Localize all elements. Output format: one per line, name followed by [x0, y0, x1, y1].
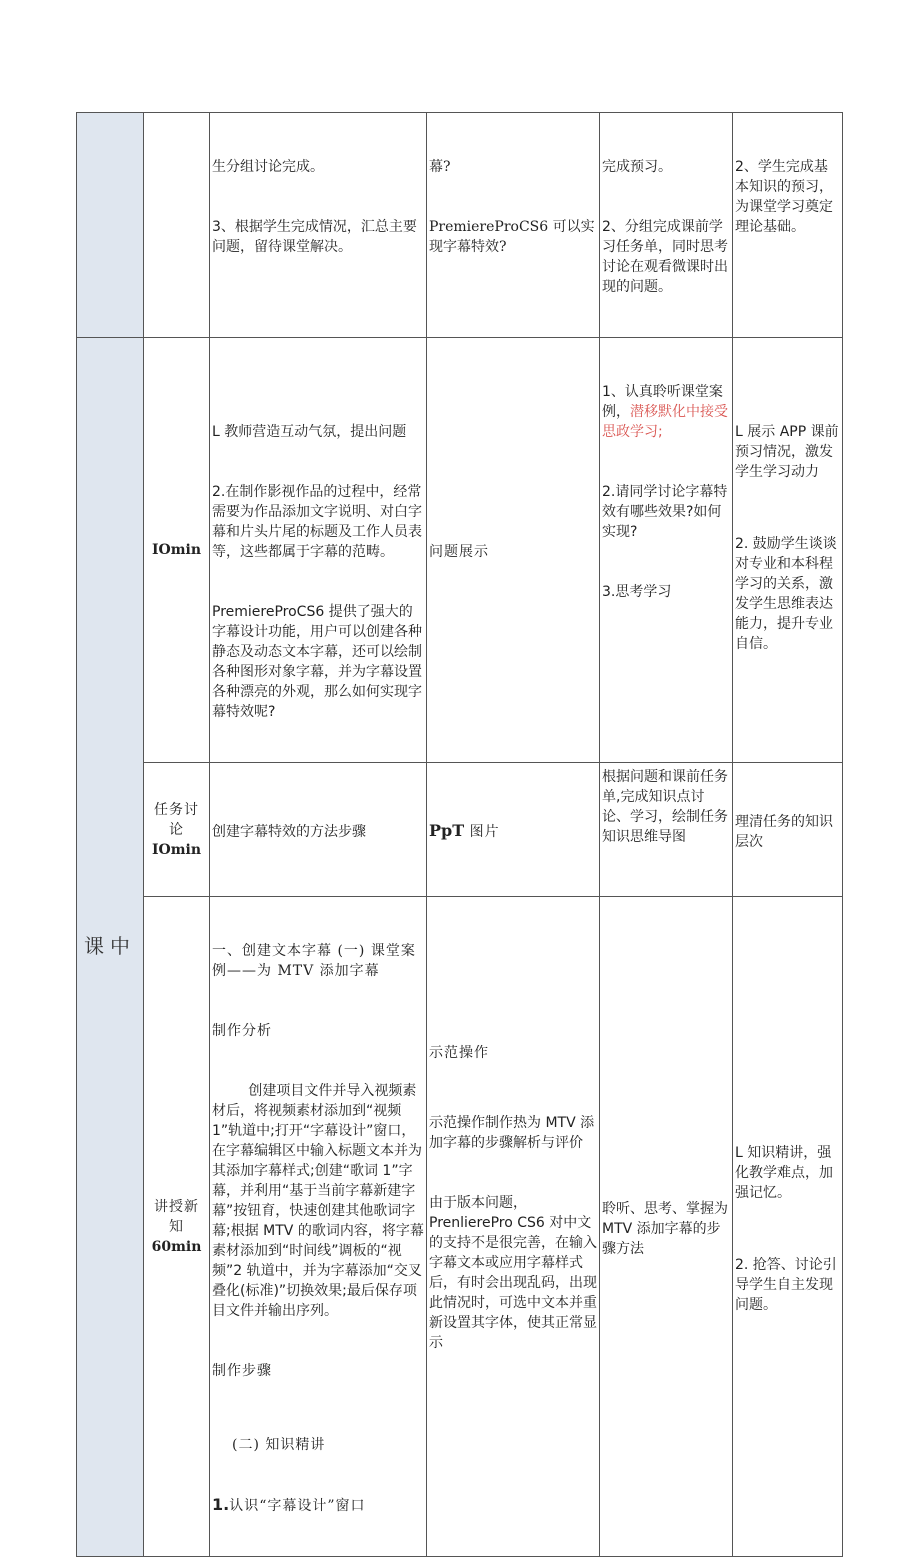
text-line: 完成预习。 — [602, 159, 672, 175]
text-span: 图片 — [464, 824, 500, 840]
text-line: L 展示 APP 课前预习情况，激发学生学习动力 — [735, 424, 839, 480]
table-row — [77, 763, 843, 897]
text-line: 由于版本问题，PrenlierePro CS6 对中文的支持不是很完善，在输入字幕文本或应用字幕样式后，有时会出现乱码，出现此情况时，可选中文本并重新设置其字体，使其正常显示 — [429, 1195, 597, 1351]
table-row — [77, 338, 843, 763]
purpose-cell — [733, 763, 843, 897]
text-line: 一、创建文本字幕 (一) 课堂案例——为 MTV 添加字幕 — [212, 943, 416, 979]
purpose-cell — [733, 113, 843, 338]
text-line: 制作步骤 — [212, 1363, 272, 1379]
text-span: 1. — [212, 1495, 230, 1514]
text-line: 示范操作 — [429, 1045, 489, 1061]
text-line: 2.在制作影视作品的过程中，经常需要为作品添加文字说明、对白字幕和片头片尾的标题及工作人员表等，这些都属于字幕的范畴。 — [212, 484, 422, 560]
text-line: 2.请同学讨论字幕特效有哪些效果?如何实现? — [602, 484, 728, 540]
text-line: 制作分析 — [212, 1023, 272, 1039]
text-line: 问题展示 — [429, 544, 489, 560]
teacher-activity-cell — [210, 763, 427, 897]
student-activity-cell — [600, 897, 733, 1557]
text-line: 生分组讨论完成。 — [212, 159, 324, 175]
table-row — [77, 897, 843, 1557]
teacher-activity-cell — [210, 897, 427, 1557]
lesson-plan-table — [76, 112, 843, 1557]
purpose-cell — [733, 338, 843, 763]
text-span: PpT — [429, 821, 465, 840]
time-label: 讲授新知 — [154, 1198, 199, 1235]
text-line: L 教师营造互动气氛，提出问题 — [212, 424, 407, 440]
student-activity-cell — [600, 763, 733, 897]
time-value: IOmin — [151, 841, 202, 858]
text-line: 2、分组完成课前学习任务单，同时思考讨论在观看微课时出现的问题。 — [602, 219, 728, 295]
time-cell — [144, 897, 210, 1557]
method-cell — [427, 897, 600, 1557]
text-line — [602, 382, 730, 442]
text-line: 创建字幕特效的方法步骤 — [212, 823, 366, 840]
stage-label: 课中 — [84, 933, 136, 958]
time-value: 60min — [151, 1238, 202, 1255]
text-line: 理清任务的知识层次 — [735, 813, 833, 850]
text-line: 3、根据学生完成情况，汇总主要问题，留待课堂解决。 — [212, 219, 417, 255]
method-cell — [427, 763, 600, 897]
text-span: 1、认真聆听课堂案例， — [602, 384, 723, 420]
text-line: 根据问题和课前任务单,完成知识点讨论、学习，绘制任务知识思维导图 — [602, 769, 728, 845]
time-value: IOmin — [151, 542, 202, 558]
purpose-cell — [733, 897, 843, 1557]
method-cell — [427, 338, 600, 763]
time-cell — [144, 338, 210, 763]
stage-cell-top — [77, 113, 144, 338]
text-line: 聆听、思考、掌握为 MTV 添加字幕的步骤方法 — [602, 1200, 733, 1257]
text-line: 创建项目文件并导入视频素材后，将视频素材添加到“视频 1”轨道中;打开“字幕设计”窗口，在字幕编辑区中输入标题文本并为其添加字幕样式;创建“歌词 1”字幕，并利用“基于当前字幕新建字幕”按钮育，快速创建其他歌词字幕;根据 MTV 的歌词内容，将字幕素材添加到“时间线”调板的“视频”2 轨道中，并为字幕添加“交叉叠化(标准)”切换效果;最后保存项目文件并输出序列。 — [212, 1083, 424, 1319]
text-span: 认识“字幕设计”窗口 — [229, 1498, 366, 1514]
text-line: PremiereProCS6 提供了强大的字幕设计功能，用户可以创建各种静态及动态文本字幕，还可以绘制各种图形对象字幕，并为字幕设置各种漂亮的外观，那么如何实现字幕特效呢? — [212, 604, 422, 720]
table-row — [77, 113, 843, 338]
text-line: 示范操作制作热为 MTV 添加字幕的步骤解析与评价 — [429, 1115, 595, 1151]
time-label: 任务讨论 — [154, 801, 199, 838]
student-activity-cell — [600, 338, 733, 763]
text-line: L 知识精讲，强化教学难点，加强记忆。 — [735, 1144, 833, 1201]
teacher-activity-cell — [210, 338, 427, 763]
text-line: PremiereProCS6 可以实现字幕特效? — [429, 219, 595, 255]
student-activity-cell — [600, 113, 733, 338]
time-cell — [144, 763, 210, 897]
text-line: 2. 抢答、讨论引导学生自主发现问题。 — [735, 1256, 837, 1313]
text-line: 2. 鼓励学生谈谈对专业和本科程学习的关系，激发学生思维表达能力，提升专业自信。 — [735, 536, 837, 652]
text-line: 幕? — [429, 159, 451, 175]
text-line: 2、学生完成基本知识的预习，为课堂学习奠定理论基础。 — [735, 159, 833, 235]
text-line: (二) 知识精讲 — [232, 1437, 326, 1453]
method-cell — [427, 113, 600, 338]
stage-cell — [77, 338, 144, 1557]
text-line: 3.思考学习 — [602, 584, 672, 600]
text-line — [212, 1495, 424, 1516]
time-cell — [144, 113, 210, 338]
teacher-activity-cell — [210, 113, 427, 338]
highlight-text: 潜移默化中接受思政学习; — [602, 404, 728, 440]
